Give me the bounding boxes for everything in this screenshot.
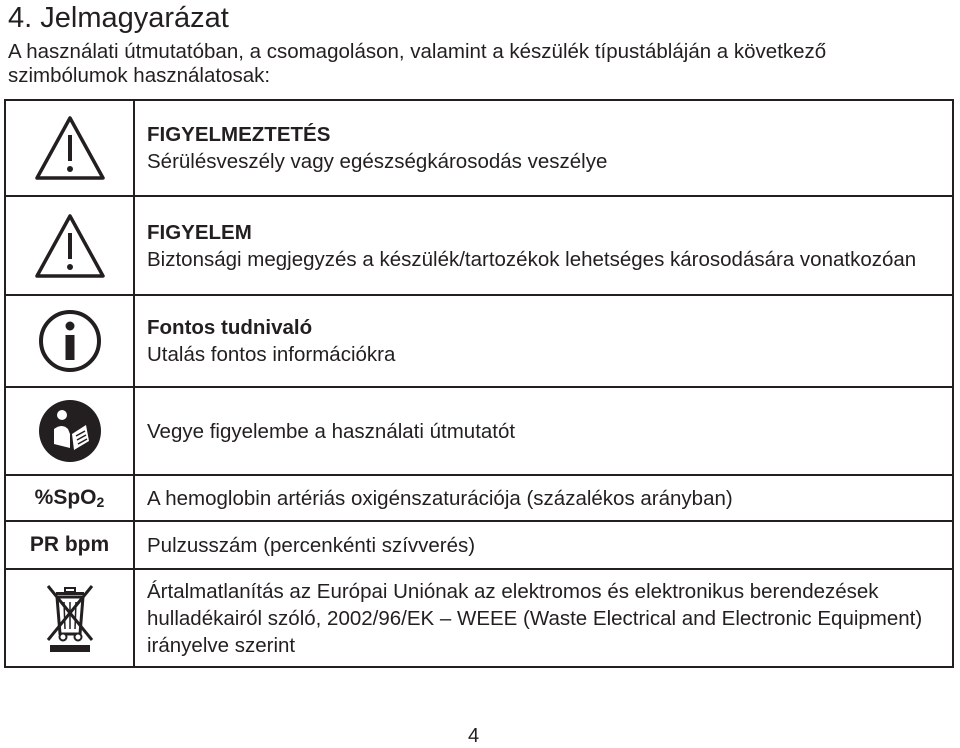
legend-row-info [5,295,953,387]
row-text: Ártalmatlanítás az Európai Uniónak az elektromos és elektronikus berendezések hulladékairól szóló, 2002/96/EK – WEEE (Waste Electrical and Electronic Equipment) irányelve szerint [147,579,923,657]
symbol-cell [5,521,134,569]
info-icon [38,309,102,373]
page-number: 4 [468,725,480,747]
symbol-legend-table [4,99,954,668]
row-text: Vegye figyelembe a használati útmutatót [147,419,516,443]
description-cell [134,387,953,475]
description-cell [134,295,953,387]
row-text: A hemoglobin artériás oxigénszaturációja (százalékos arányban) [147,486,733,510]
description-cell [134,100,953,196]
caution-triangle-icon [34,213,106,279]
section-heading: 4. Jelmagyarázat [8,2,229,34]
row-title: FIGYELMEZTETÉS [147,123,331,146]
intro-paragraph: A használati útmutatóban, a csomagoláson, valamint a készülék típustábláján a következő szimbólumok használatosak: [8,40,827,87]
row-text: Biztonsági megjegyzés a készülék/tartozékok lehetséges károsodására vonatkozóan [147,247,917,271]
description-cell [134,569,953,667]
spo2-symbol: %SpO$_2$ [34,486,105,510]
description-cell [134,521,953,569]
description-cell [134,196,953,295]
legend-row-pulse [5,521,953,569]
row-title: FIGYELEM [147,220,252,244]
warning-triangle-icon [34,115,106,181]
symbol-cell [5,295,134,387]
weee-bin-icon [42,582,98,654]
symbol-cell [5,387,134,475]
symbol-cell [5,196,134,295]
row-text: Utalás fontos információkra [147,343,396,366]
symbol-cell [5,100,134,196]
legend-row-caution [5,196,953,295]
legend-row-warning [5,100,953,196]
row-text: Pulzusszám (percenkénti szívverés) [147,533,476,557]
pr-bpm-symbol: PR bpm [29,533,110,556]
legend-row-weee [5,569,953,667]
legend-row-manual [5,387,953,475]
legend-row-spo2 [5,475,953,521]
row-text: Sérülésveszély vagy egészségkárosodás veszélye [147,150,608,173]
description-cell [134,475,953,521]
row-title: Fontos tudnivaló [147,316,313,339]
symbol-cell [5,475,134,521]
symbol-cell [5,569,134,667]
read-manual-icon [37,398,103,464]
